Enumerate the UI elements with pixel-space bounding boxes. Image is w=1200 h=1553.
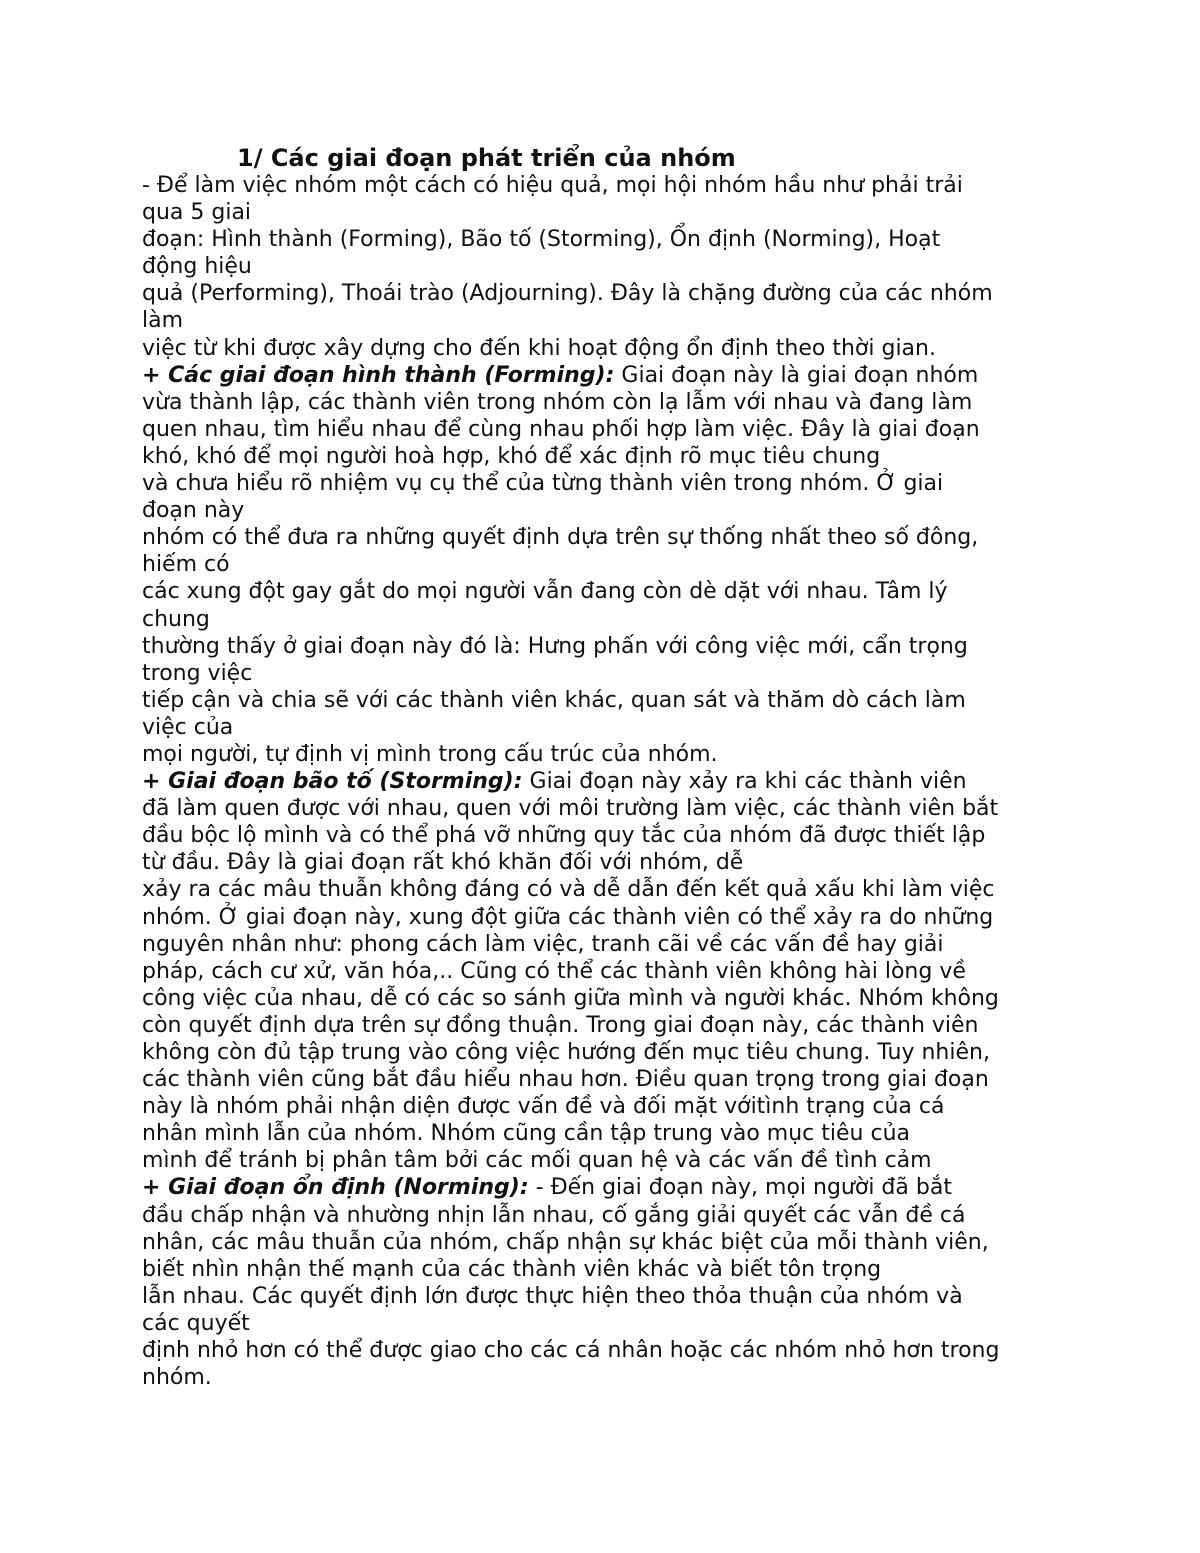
line-text: việc của bbox=[142, 714, 234, 740]
line-text: từ đầu. Đây là giai đoạn rất khó khăn đối với nhóm, dễ bbox=[142, 850, 744, 876]
line-text: làm bbox=[142, 308, 184, 334]
text-line bbox=[142, 849, 1072, 876]
line-text: Giai đoạn này là giai đoạn nhóm bbox=[614, 362, 979, 388]
line-text: còn quyết định dựa trên sự đồng thuận. Trong giai đoạn này, các thành viên bbox=[142, 1012, 979, 1038]
line-text: - Đến giai đoạn này, mọi người đã bắt bbox=[528, 1175, 952, 1201]
text-line bbox=[142, 253, 1072, 280]
text-line bbox=[142, 606, 1072, 633]
text-line bbox=[142, 1364, 1072, 1391]
line-text: không còn đủ tập trung vào công việc hướng đến mục tiêu chung. Tuy nhiên, bbox=[142, 1040, 990, 1065]
text-line bbox=[142, 985, 1072, 1012]
line-text: nhân, các mâu thuẫn của nhóm, chấp nhận sự khác biệt của mỗi thành viên, bbox=[142, 1229, 989, 1255]
section-heading: + Giai đoạn bão tố (Storming): bbox=[142, 769, 523, 795]
line-text: công việc của nhau, dễ có các so sánh giữa mình và người khác. Nhóm không bbox=[142, 985, 999, 1011]
text-line bbox=[142, 687, 1072, 714]
line-text: nhóm có thể đưa ra những quyết định dựa trên sự thống nhất theo số đông, bbox=[142, 525, 979, 551]
text-line bbox=[142, 1283, 1072, 1310]
line-text: quả (Performing), Thoái trào (Adjourning). Đây là chặng đường của các nhóm bbox=[142, 281, 993, 307]
line-text: Giai đoạn này xảy ra khi các thành viên bbox=[522, 769, 967, 795]
text-line bbox=[142, 1093, 1072, 1120]
text-line bbox=[142, 1337, 1072, 1364]
line-text: này là nhóm phải nhận diện được vấn đề và đối mặt vớitình trạng của cá bbox=[142, 1094, 945, 1120]
text-line bbox=[142, 199, 1072, 226]
text-line bbox=[142, 335, 1072, 362]
document-body bbox=[142, 172, 1072, 1391]
line-text: xảy ra các mâu thuẫn không đáng có và dễ dẫn đến kết quả xấu khi làm việc bbox=[142, 877, 995, 903]
text-line bbox=[142, 443, 1072, 470]
line-text: các thành viên cũng bắt đầu hiểu nhau hơn. Điều quan trọng trong giai đoạn bbox=[142, 1067, 989, 1093]
line-text: việc từ khi được xây dựng cho đến khi hoạt động ổn định theo thời gian. bbox=[142, 335, 936, 361]
line-text: mọi người, tự định vị mình trong cấu trúc của nhóm. bbox=[142, 741, 718, 767]
text-line bbox=[142, 795, 1072, 822]
text-line bbox=[142, 280, 1072, 307]
line-text: hiếm có bbox=[142, 552, 230, 578]
text-line bbox=[142, 172, 1072, 199]
line-text: đã làm quen được với nhau, quen với môi trường làm việc, các thành viên bắt bbox=[142, 796, 999, 822]
text-line bbox=[142, 226, 1072, 253]
line-text: pháp, cách cư xử, văn hóa,.. Cũng có thể các thành viên không hài lòng về bbox=[142, 958, 966, 984]
text-line bbox=[142, 904, 1072, 931]
text-line bbox=[142, 633, 1072, 660]
document-title: 1/ Các giai đoạn phát triển của nhóm bbox=[237, 144, 736, 172]
text-line bbox=[142, 1066, 1072, 1093]
line-text: nguyên nhân như: phong cách làm việc, tranh cãi về các vấn đề hay giải bbox=[142, 931, 944, 957]
text-line bbox=[142, 551, 1072, 578]
text-line bbox=[142, 822, 1072, 849]
line-text: đầu chấp nhận và nhường nhịn lẫn nhau, cố gắng giải quyết các vẫn đề cá bbox=[142, 1202, 966, 1228]
line-text: đoạn này bbox=[142, 498, 245, 524]
line-text: lẫn nhau. Các quyết định lớn được thực hiện theo thỏa thuận của nhóm và bbox=[142, 1283, 963, 1309]
text-line bbox=[142, 578, 1072, 605]
text-line bbox=[142, 660, 1072, 687]
line-text: biết nhìn nhận thế mạnh của các thành viên khác và biết tôn trọng bbox=[142, 1256, 882, 1282]
text-line bbox=[142, 876, 1072, 903]
text-line bbox=[142, 389, 1072, 416]
line-text: qua 5 giai bbox=[142, 200, 252, 226]
line-text: các xung đột gay gắt do mọi người vẫn đang còn dè dặt với nhau. Tâm lý bbox=[142, 579, 948, 605]
text-line bbox=[142, 1120, 1072, 1147]
text-line bbox=[142, 1256, 1072, 1283]
text-line bbox=[142, 1039, 1072, 1066]
line-text: và chưa hiểu rõ nhiệm vụ cụ thể của từng thành viên trong nhóm. Ở giai bbox=[142, 471, 944, 497]
line-text: nhóm. bbox=[142, 1365, 212, 1391]
line-text: chung bbox=[142, 606, 210, 632]
line-text: định nhỏ hơn có thể được giao cho các cá nhân hoặc các nhóm nhỏ hơn trong bbox=[142, 1338, 1000, 1364]
text-line bbox=[142, 497, 1072, 524]
line-text: đoạn: Hình thành (Forming), Bão tố (Storming), Ổn định (Norming), Hoạt bbox=[142, 227, 941, 253]
section-heading: + Giai đoạn ổn định (Norming): bbox=[142, 1175, 529, 1201]
line-text: các quyết bbox=[142, 1310, 250, 1336]
section-heading-line bbox=[142, 768, 1072, 795]
line-text: động hiệu bbox=[142, 254, 252, 280]
line-text: nhóm. Ở giai đoạn này, xung đột giữa các thành viên có thể xảy ra do những bbox=[142, 904, 994, 930]
text-line bbox=[142, 931, 1072, 958]
text-line bbox=[142, 1012, 1072, 1039]
line-text: khó, khó để mọi người hoà hợp, khó để xác định rõ mục tiêu chung bbox=[142, 443, 881, 469]
line-text: mình để tránh bị phân tâm bởi các mối quan hệ và các vấn đề tình cảm bbox=[142, 1148, 932, 1174]
text-line bbox=[142, 714, 1072, 741]
section-heading-line bbox=[142, 362, 1072, 389]
text-line bbox=[142, 470, 1072, 497]
section-heading-line bbox=[142, 1174, 1072, 1201]
text-line bbox=[142, 1147, 1072, 1174]
text-line bbox=[142, 1202, 1072, 1229]
line-text: tiếp cận và chia sẽ với các thành viên khác, quan sát và thăm dò cách làm bbox=[142, 687, 966, 713]
text-line bbox=[142, 741, 1072, 768]
line-text: đầu bộc lộ mình và có thể phá vỡ những quy tắc của nhóm đã được thiết lập bbox=[142, 823, 986, 849]
text-line bbox=[142, 958, 1072, 985]
text-line bbox=[142, 1229, 1072, 1256]
line-text: vừa thành lập, các thành viên trong nhóm còn lạ lẫm với nhau và đang làm bbox=[142, 389, 973, 415]
line-text: - Để làm việc nhóm một cách có hiệu quả, mọi hội nhóm hầu như phải trải bbox=[142, 173, 963, 198]
section-heading: + Các giai đoạn hình thành (Forming): bbox=[142, 362, 615, 388]
line-text: trong việc bbox=[142, 660, 253, 686]
text-line bbox=[142, 416, 1072, 443]
line-text: thường thấy ở giai đoạn này đó là: Hưng phấn với công việc mới, cẩn trọng bbox=[142, 633, 968, 659]
line-text: quen nhau, tìm hiểu nhau để cùng nhau phối hợp làm việc. Đây là giai đoạn bbox=[142, 416, 980, 442]
line-text: nhân mình lẫn của nhóm. Nhóm cũng cần tập trung vào mục tiêu của bbox=[142, 1121, 911, 1147]
text-line bbox=[142, 524, 1072, 551]
text-line bbox=[142, 1310, 1072, 1337]
text-line bbox=[142, 307, 1072, 334]
